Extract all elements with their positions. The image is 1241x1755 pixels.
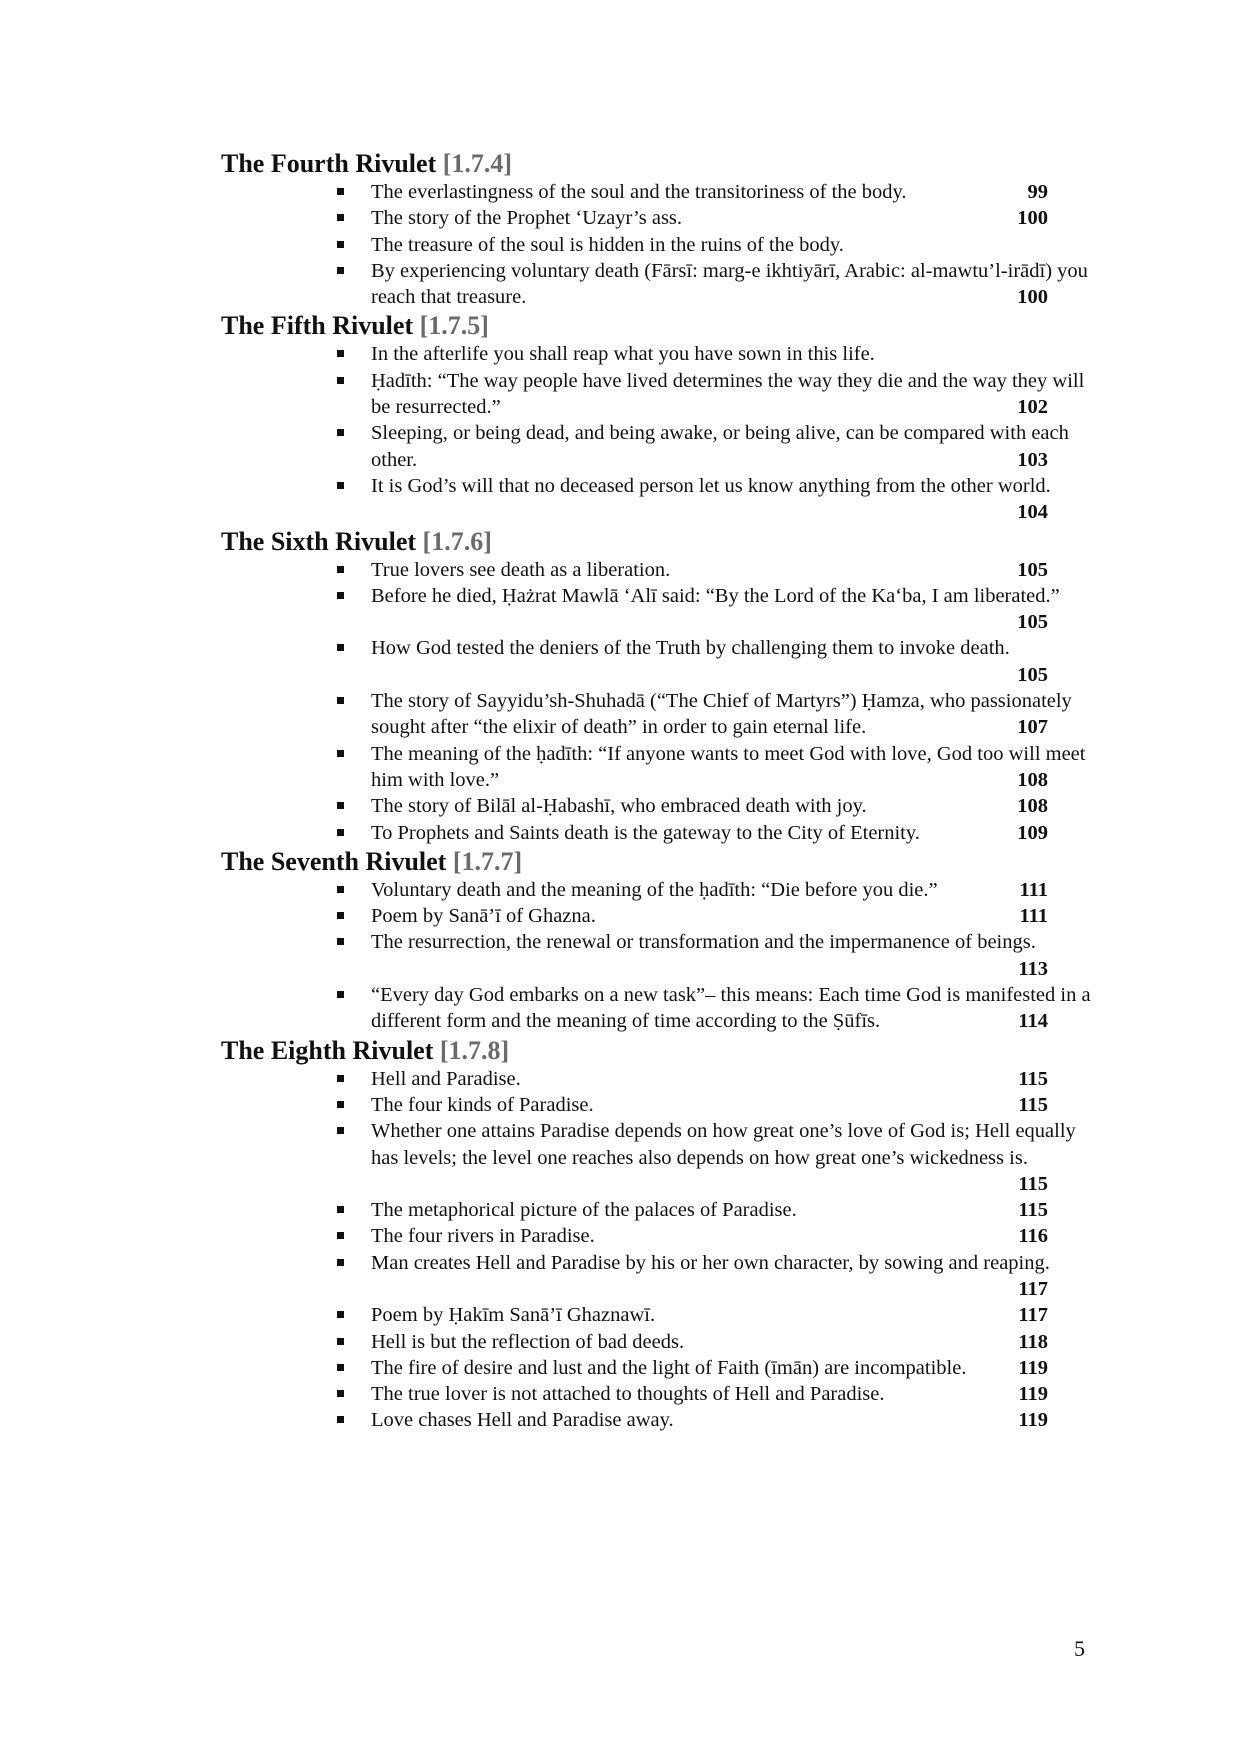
toc-section bbox=[221, 846, 1101, 1035]
toc-section bbox=[221, 148, 1101, 310]
entry-text: Before he died, Ḥażrat Mawlā ‘Alī said: “By the Lord of the Ka‘ba, I am liberated.” bbox=[371, 584, 1060, 607]
square-bullet-icon bbox=[337, 214, 344, 221]
square-bullet-icon bbox=[337, 350, 344, 357]
entry-page-number: 108 bbox=[1017, 768, 1048, 791]
entry-page-number: 107 bbox=[1017, 716, 1048, 739]
square-bullet-icon bbox=[337, 912, 344, 919]
toc-entry bbox=[221, 1355, 1101, 1381]
toc-entry bbox=[221, 877, 1101, 903]
entry-text: Voluntary death and the meaning of the ḥadīth: “Die before you die.” bbox=[371, 878, 938, 901]
entry-text: The everlastingness of the soul and the transitoriness of the body. bbox=[371, 181, 907, 203]
toc-entry bbox=[221, 232, 1101, 258]
toc-entry bbox=[221, 258, 1101, 311]
entry-text: Hell is but the reflection of bad deeds. bbox=[371, 1330, 685, 1353]
square-bullet-icon bbox=[337, 429, 344, 436]
square-bullet-icon bbox=[337, 1416, 344, 1423]
entry-text: The resurrection, the renewal or transformation and the impermanence of beings. bbox=[371, 931, 1036, 954]
toc-entry bbox=[221, 820, 1101, 846]
toc-entry bbox=[221, 1407, 1101, 1433]
section-title: The Fourth Rivulet bbox=[221, 149, 437, 178]
section-heading bbox=[221, 310, 1101, 341]
entry-text: “Every day God embarks on a new task”– this means: Each time God is manifested in a different form and the meaning of time according to the Ṣūfīs. bbox=[371, 984, 1091, 1033]
entry-page-number: 111 bbox=[1019, 878, 1048, 901]
toc-entry bbox=[221, 1329, 1101, 1355]
entry-page-number: 108 bbox=[1017, 795, 1048, 818]
entry-text: How God tested the deniers of the Truth by challenging them to invoke death. bbox=[371, 637, 1010, 660]
toc-entry bbox=[221, 929, 1101, 982]
toc-entry bbox=[221, 368, 1101, 421]
entry-text: Man creates Hell and Paradise by his or her own character, by sowing and reaping. bbox=[371, 1251, 1050, 1274]
square-bullet-icon bbox=[337, 241, 344, 248]
square-bullet-icon bbox=[337, 592, 344, 599]
section-entry-list bbox=[221, 179, 1101, 310]
section-reference: [1.7.7] bbox=[452, 846, 523, 876]
square-bullet-icon bbox=[337, 886, 344, 893]
square-bullet-icon bbox=[337, 1338, 344, 1345]
entry-text: The four rivers in Paradise. bbox=[371, 1225, 595, 1248]
entry-text: Love chases Hell and Paradise away. bbox=[371, 1409, 674, 1432]
square-bullet-icon bbox=[337, 1364, 344, 1371]
toc-entry bbox=[221, 179, 1101, 205]
section-heading bbox=[221, 148, 1101, 179]
section-title: The Seventh Rivulet bbox=[221, 846, 447, 876]
toc-entry bbox=[221, 583, 1101, 636]
section-title: The Sixth Rivulet bbox=[221, 526, 417, 556]
entry-page-number: 119 bbox=[1018, 1356, 1048, 1379]
entry-text: Poem by Sanā’ī of Ghazna. bbox=[371, 905, 596, 928]
section-reference: [1.7.6] bbox=[422, 526, 492, 556]
entry-text: The metaphorical picture of the palaces of Paradise. bbox=[371, 1199, 797, 1222]
square-bullet-icon bbox=[337, 802, 344, 809]
toc-entry bbox=[221, 982, 1101, 1035]
section-entry-list bbox=[221, 877, 1101, 1035]
toc-entry bbox=[221, 741, 1101, 794]
entry-page-number: 117 bbox=[1018, 1277, 1048, 1300]
square-bullet-icon bbox=[337, 188, 344, 195]
square-bullet-icon bbox=[337, 938, 344, 945]
square-bullet-icon bbox=[337, 1101, 344, 1108]
entry-page-number: 114 bbox=[1018, 1010, 1048, 1033]
entry-page-number: 119 bbox=[1018, 1383, 1048, 1406]
square-bullet-icon bbox=[337, 1127, 344, 1134]
toc-entry bbox=[221, 1092, 1101, 1118]
entry-page-number: 117 bbox=[1018, 1304, 1048, 1327]
section-heading bbox=[221, 526, 1101, 557]
entry-text: The true lover is not attached to thoughts of Hell and Paradise. bbox=[371, 1383, 885, 1406]
toc-entry bbox=[221, 1197, 1101, 1223]
toc-entry bbox=[221, 205, 1101, 231]
section-entry-list bbox=[221, 1066, 1101, 1434]
entry-page-number: 100 bbox=[1017, 207, 1048, 230]
section-title: The Eighth Rivulet bbox=[221, 1035, 434, 1065]
entry-page-number: 115 bbox=[1018, 1172, 1048, 1195]
entry-page-number: 105 bbox=[1017, 611, 1048, 634]
toc-entry bbox=[221, 688, 1101, 741]
square-bullet-icon bbox=[337, 267, 344, 274]
entry-text: To Prophets and Saints death is the gateway to the City of Eternity. bbox=[371, 821, 920, 844]
entry-page-number: 105 bbox=[1017, 558, 1048, 581]
entry-text: The story of Bilāl al-Ḥabashī, who embraced death with joy. bbox=[371, 795, 867, 818]
square-bullet-icon bbox=[337, 697, 344, 704]
entry-page-number: 99 bbox=[1027, 181, 1048, 203]
toc-entry bbox=[221, 903, 1101, 929]
section-entry-list bbox=[221, 341, 1101, 525]
toc-entry bbox=[221, 420, 1101, 473]
toc-entry bbox=[221, 635, 1101, 688]
entry-text: The meaning of the ḥadīth: “If anyone wants to meet God with love, God too will meet him with love.” bbox=[371, 742, 1086, 791]
entry-page-number: 115 bbox=[1018, 1199, 1048, 1222]
entry-text: In the afterlife you shall reap what you have sown in this life. bbox=[371, 343, 875, 366]
toc-section bbox=[221, 310, 1101, 525]
entry-page-number: 102 bbox=[1017, 396, 1048, 419]
toc-entry bbox=[221, 341, 1101, 367]
toc-section bbox=[221, 526, 1101, 846]
entry-text: Whether one attains Paradise depends on how great one’s love of God is; Hell equally has levels; the level one reaches also depends on how great one’s wickedness is. bbox=[371, 1120, 1076, 1169]
entry-page-number: 115 bbox=[1018, 1093, 1048, 1116]
entry-text: Sleeping, or being dead, and being awake, or being alive, can be compared with each other. bbox=[371, 422, 1069, 471]
square-bullet-icon bbox=[337, 1206, 344, 1213]
page-number: 5 bbox=[1074, 1636, 1085, 1661]
entry-page-number: 104 bbox=[1017, 501, 1048, 524]
entry-page-number: 119 bbox=[1018, 1409, 1048, 1432]
section-reference: [1.7.8] bbox=[439, 1035, 510, 1065]
square-bullet-icon bbox=[337, 566, 344, 573]
square-bullet-icon bbox=[337, 750, 344, 757]
toc-entry bbox=[221, 1118, 1101, 1197]
square-bullet-icon bbox=[337, 377, 344, 384]
toc-entry bbox=[221, 557, 1101, 583]
square-bullet-icon bbox=[337, 482, 344, 489]
entry-page-number: 111 bbox=[1019, 905, 1048, 928]
square-bullet-icon bbox=[337, 1232, 344, 1239]
square-bullet-icon bbox=[337, 1259, 344, 1266]
entry-page-number: 105 bbox=[1017, 663, 1048, 686]
entry-text: The four kinds of Paradise. bbox=[371, 1093, 594, 1116]
entry-page-number: 103 bbox=[1017, 448, 1048, 471]
entry-page-number: 118 bbox=[1018, 1330, 1048, 1353]
entry-text: It is God’s will that no deceased person let us know anything from the other world. bbox=[371, 474, 1051, 497]
toc-entry bbox=[221, 793, 1101, 819]
entry-page-number: 116 bbox=[1018, 1225, 1048, 1248]
toc-entry bbox=[221, 1223, 1101, 1249]
square-bullet-icon bbox=[337, 644, 344, 651]
toc-entry bbox=[221, 473, 1101, 526]
toc-entry bbox=[221, 1066, 1101, 1092]
section-title: The Fifth Rivulet bbox=[221, 311, 414, 341]
section-heading bbox=[221, 846, 1101, 877]
entry-text: The story of Sayyidu’sh-Shuhadā (“The Chief of Martyrs”) Ḥamza, who passionately sought after “the elixir of death” in order to gain eternal life. bbox=[371, 690, 1072, 739]
entry-text: The fire of desire and lust and the light of Faith (īmān) are incompatible. bbox=[371, 1356, 967, 1379]
section-entry-list bbox=[221, 557, 1101, 846]
entry-text: The story of the Prophet ‘Uzayr’s ass. bbox=[371, 207, 683, 230]
square-bullet-icon bbox=[337, 1075, 344, 1082]
entry-text: Hell and Paradise. bbox=[371, 1067, 521, 1090]
entry-text: True lovers see death as a liberation. bbox=[371, 558, 671, 581]
entry-page-number: 115 bbox=[1018, 1067, 1048, 1090]
section-heading bbox=[221, 1035, 1101, 1066]
entry-text: Poem by Ḥakīm Sanā’ī Ghaznawī. bbox=[371, 1304, 656, 1327]
toc-entry bbox=[221, 1302, 1101, 1328]
square-bullet-icon bbox=[337, 829, 344, 836]
section-reference: [1.7.5] bbox=[419, 311, 489, 341]
section-reference: [1.7.4] bbox=[442, 149, 513, 178]
square-bullet-icon bbox=[337, 1311, 344, 1318]
toc-entry bbox=[221, 1381, 1101, 1407]
square-bullet-icon bbox=[337, 1390, 344, 1397]
table-of-contents bbox=[221, 148, 1101, 1434]
square-bullet-icon bbox=[337, 991, 344, 998]
entry-page-number: 113 bbox=[1018, 957, 1048, 980]
entry-page-number: 100 bbox=[1017, 286, 1048, 309]
toc-section bbox=[221, 1035, 1101, 1434]
entry-text: Ḥadīth: “The way people have lived determines the way they die and the way they will be resurrected.” bbox=[371, 369, 1085, 419]
entry-text: The treasure of the soul is hidden in the ruins of the body. bbox=[371, 233, 844, 256]
entry-page-number: 109 bbox=[1017, 821, 1048, 844]
toc-entry bbox=[221, 1250, 1101, 1303]
entry-text: By experiencing voluntary death (Fārsī: marg-e ikhtiyārī, Arabic: al-mawtu’l-irādī) you reach that treasure. bbox=[371, 259, 1088, 309]
